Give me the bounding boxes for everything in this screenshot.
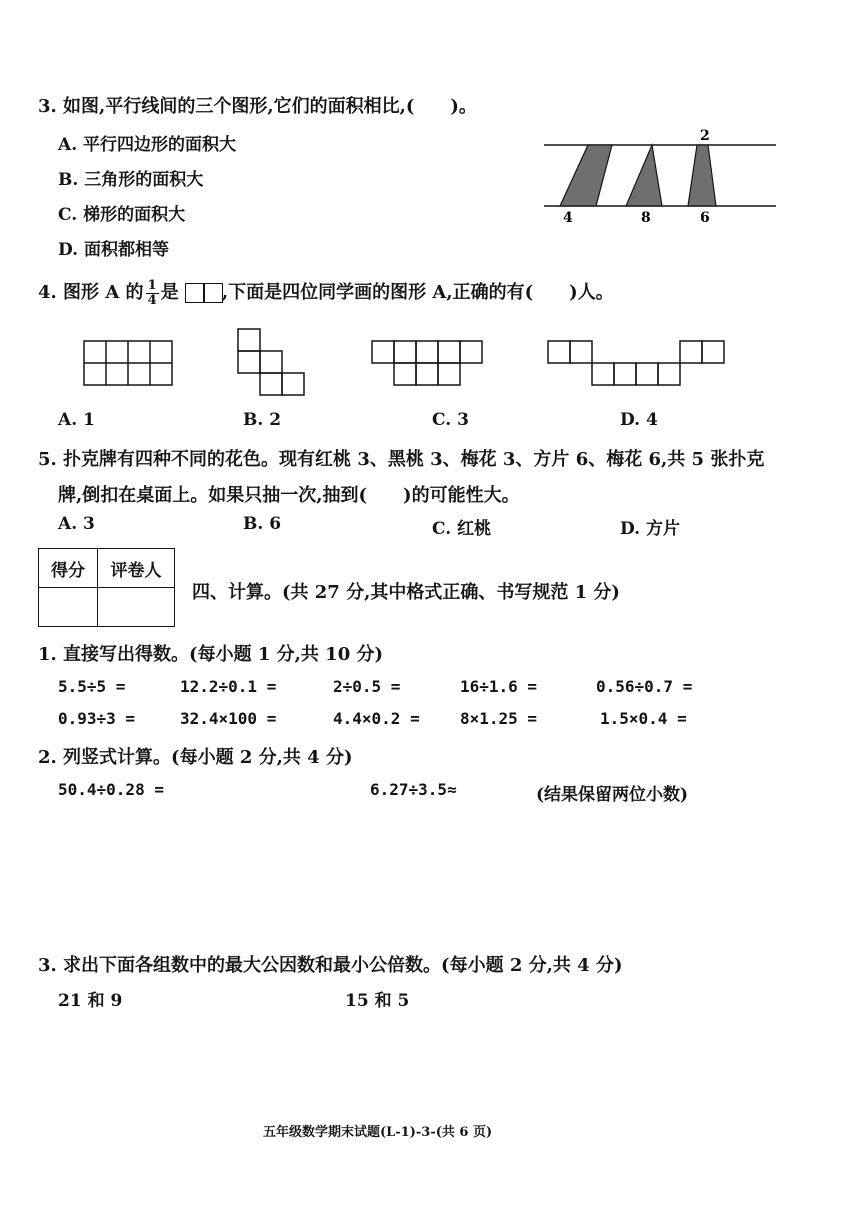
q5-option-b: B. 6: [243, 514, 282, 534]
trapezoid-top-label: 2: [700, 128, 710, 144]
part-2-title: 2. 列竖式计算。(每小题 2 分,共 4 分): [38, 747, 353, 768]
q5-option-a: A. 3: [58, 514, 95, 534]
calc-2-5: 1.5×0.4 =: [600, 709, 687, 728]
calc-1-4: 16÷1.6 =: [460, 677, 538, 696]
vertical-calc-1: 50.4÷0.28 =: [58, 780, 164, 799]
parallelogram-shape: [560, 145, 612, 206]
drawing-b-staircase: [238, 329, 304, 395]
q4-stem-pre: 4. 图形 A 的: [38, 282, 144, 303]
parallelogram-base-label: 4: [563, 210, 573, 226]
q4-fraction-numerator: 1: [147, 277, 157, 293]
parallel-lines-figure: [540, 122, 780, 232]
vertical-calc-2: 6.27÷3.5≈: [370, 780, 457, 799]
gcd-lcm-pair-1: 21 和 9: [58, 991, 123, 1011]
q5-option-c: C. 红桃: [432, 519, 492, 539]
score-header: 得分: [39, 549, 98, 588]
shape-a-square-1: [185, 283, 205, 303]
triangle-base-label: 8: [641, 210, 651, 226]
q5-option-d: D. 方片: [620, 519, 680, 539]
gcd-lcm-pair-2: 15 和 5: [345, 991, 410, 1011]
q4-fraction-denominator: 4: [147, 292, 157, 308]
q5-line1: 5. 扑克牌有四种不同的花色。现有红桃 3、黑桃 3、梅花 3、方片 6、梅花 6,共 5 张扑克: [38, 449, 765, 470]
q3-stem: 3. 如图,平行线间的三个图形,它们的面积相比,( )。: [38, 96, 477, 117]
q4-drawings: [40, 325, 760, 400]
section-4-title: 四、计算。(共 27 分,其中格式正确、书写规范 1 分): [192, 582, 620, 603]
q5-line2: 牌,倒扣在桌面上。如果只抽一次,抽到( )的可能性大。: [58, 485, 520, 506]
q3-option-b: B. 三角形的面积大: [58, 170, 204, 190]
q3-option-d: D. 面积都相等: [58, 240, 169, 260]
part-3-title: 3. 求出下面各组数中的最大公因数和最小公倍数。(每小题 2 分,共 4 分): [38, 955, 623, 976]
q4-option-d: D. 4: [620, 410, 658, 430]
rounding-note: (结果保留两位小数): [536, 785, 689, 805]
q3-option-c: C. 梯形的面积大: [58, 205, 186, 225]
q4-stem-mid: 是: [160, 282, 179, 303]
calc-1-3: 2÷0.5 =: [333, 677, 401, 696]
calc-2-1: 0.93÷3 =: [58, 709, 136, 728]
calc-2-2: 32.4×100 =: [180, 709, 277, 728]
trapezoid-shape: [688, 145, 716, 206]
drawing-c-shape: [372, 341, 482, 385]
score-cell: [39, 588, 98, 627]
q4-option-c: C. 3: [432, 410, 469, 430]
calc-2-3: 4.4×0.2 =: [333, 709, 420, 728]
trapezoid-bottom-label: 6: [700, 210, 710, 226]
q3-option-a: A. 平行四边形的面积大: [58, 135, 237, 155]
triangle-shape: [626, 145, 662, 206]
q4-stem: [38, 278, 614, 308]
score-table: [38, 548, 175, 627]
grader-header: 评卷人: [98, 549, 175, 588]
q4-stem-post: ,下面是四位同学画的图形 A,正确的有( )人。: [221, 282, 614, 303]
drawing-d-shape: [548, 341, 724, 385]
calc-1-1: 5.5÷5 =: [58, 677, 126, 696]
q4-option-a: A. 1: [58, 410, 95, 430]
grader-cell: [98, 588, 175, 627]
part-1-title: 1. 直接写出得数。(每小题 1 分,共 10 分): [38, 644, 383, 665]
q4-option-b: B. 2: [243, 410, 282, 430]
q4-fraction: [146, 279, 159, 308]
shape-a-square-2: [203, 283, 223, 303]
calc-2-4: 8×1.25 =: [460, 709, 538, 728]
drawing-a-grid: [84, 341, 172, 385]
calc-1-5: 0.56÷0.7 =: [596, 677, 693, 696]
calc-1-2: 12.2÷0.1 =: [180, 677, 277, 696]
page-footer: 五年级数学期末试题(L-1)-3-(共 6 页): [263, 1125, 493, 1140]
